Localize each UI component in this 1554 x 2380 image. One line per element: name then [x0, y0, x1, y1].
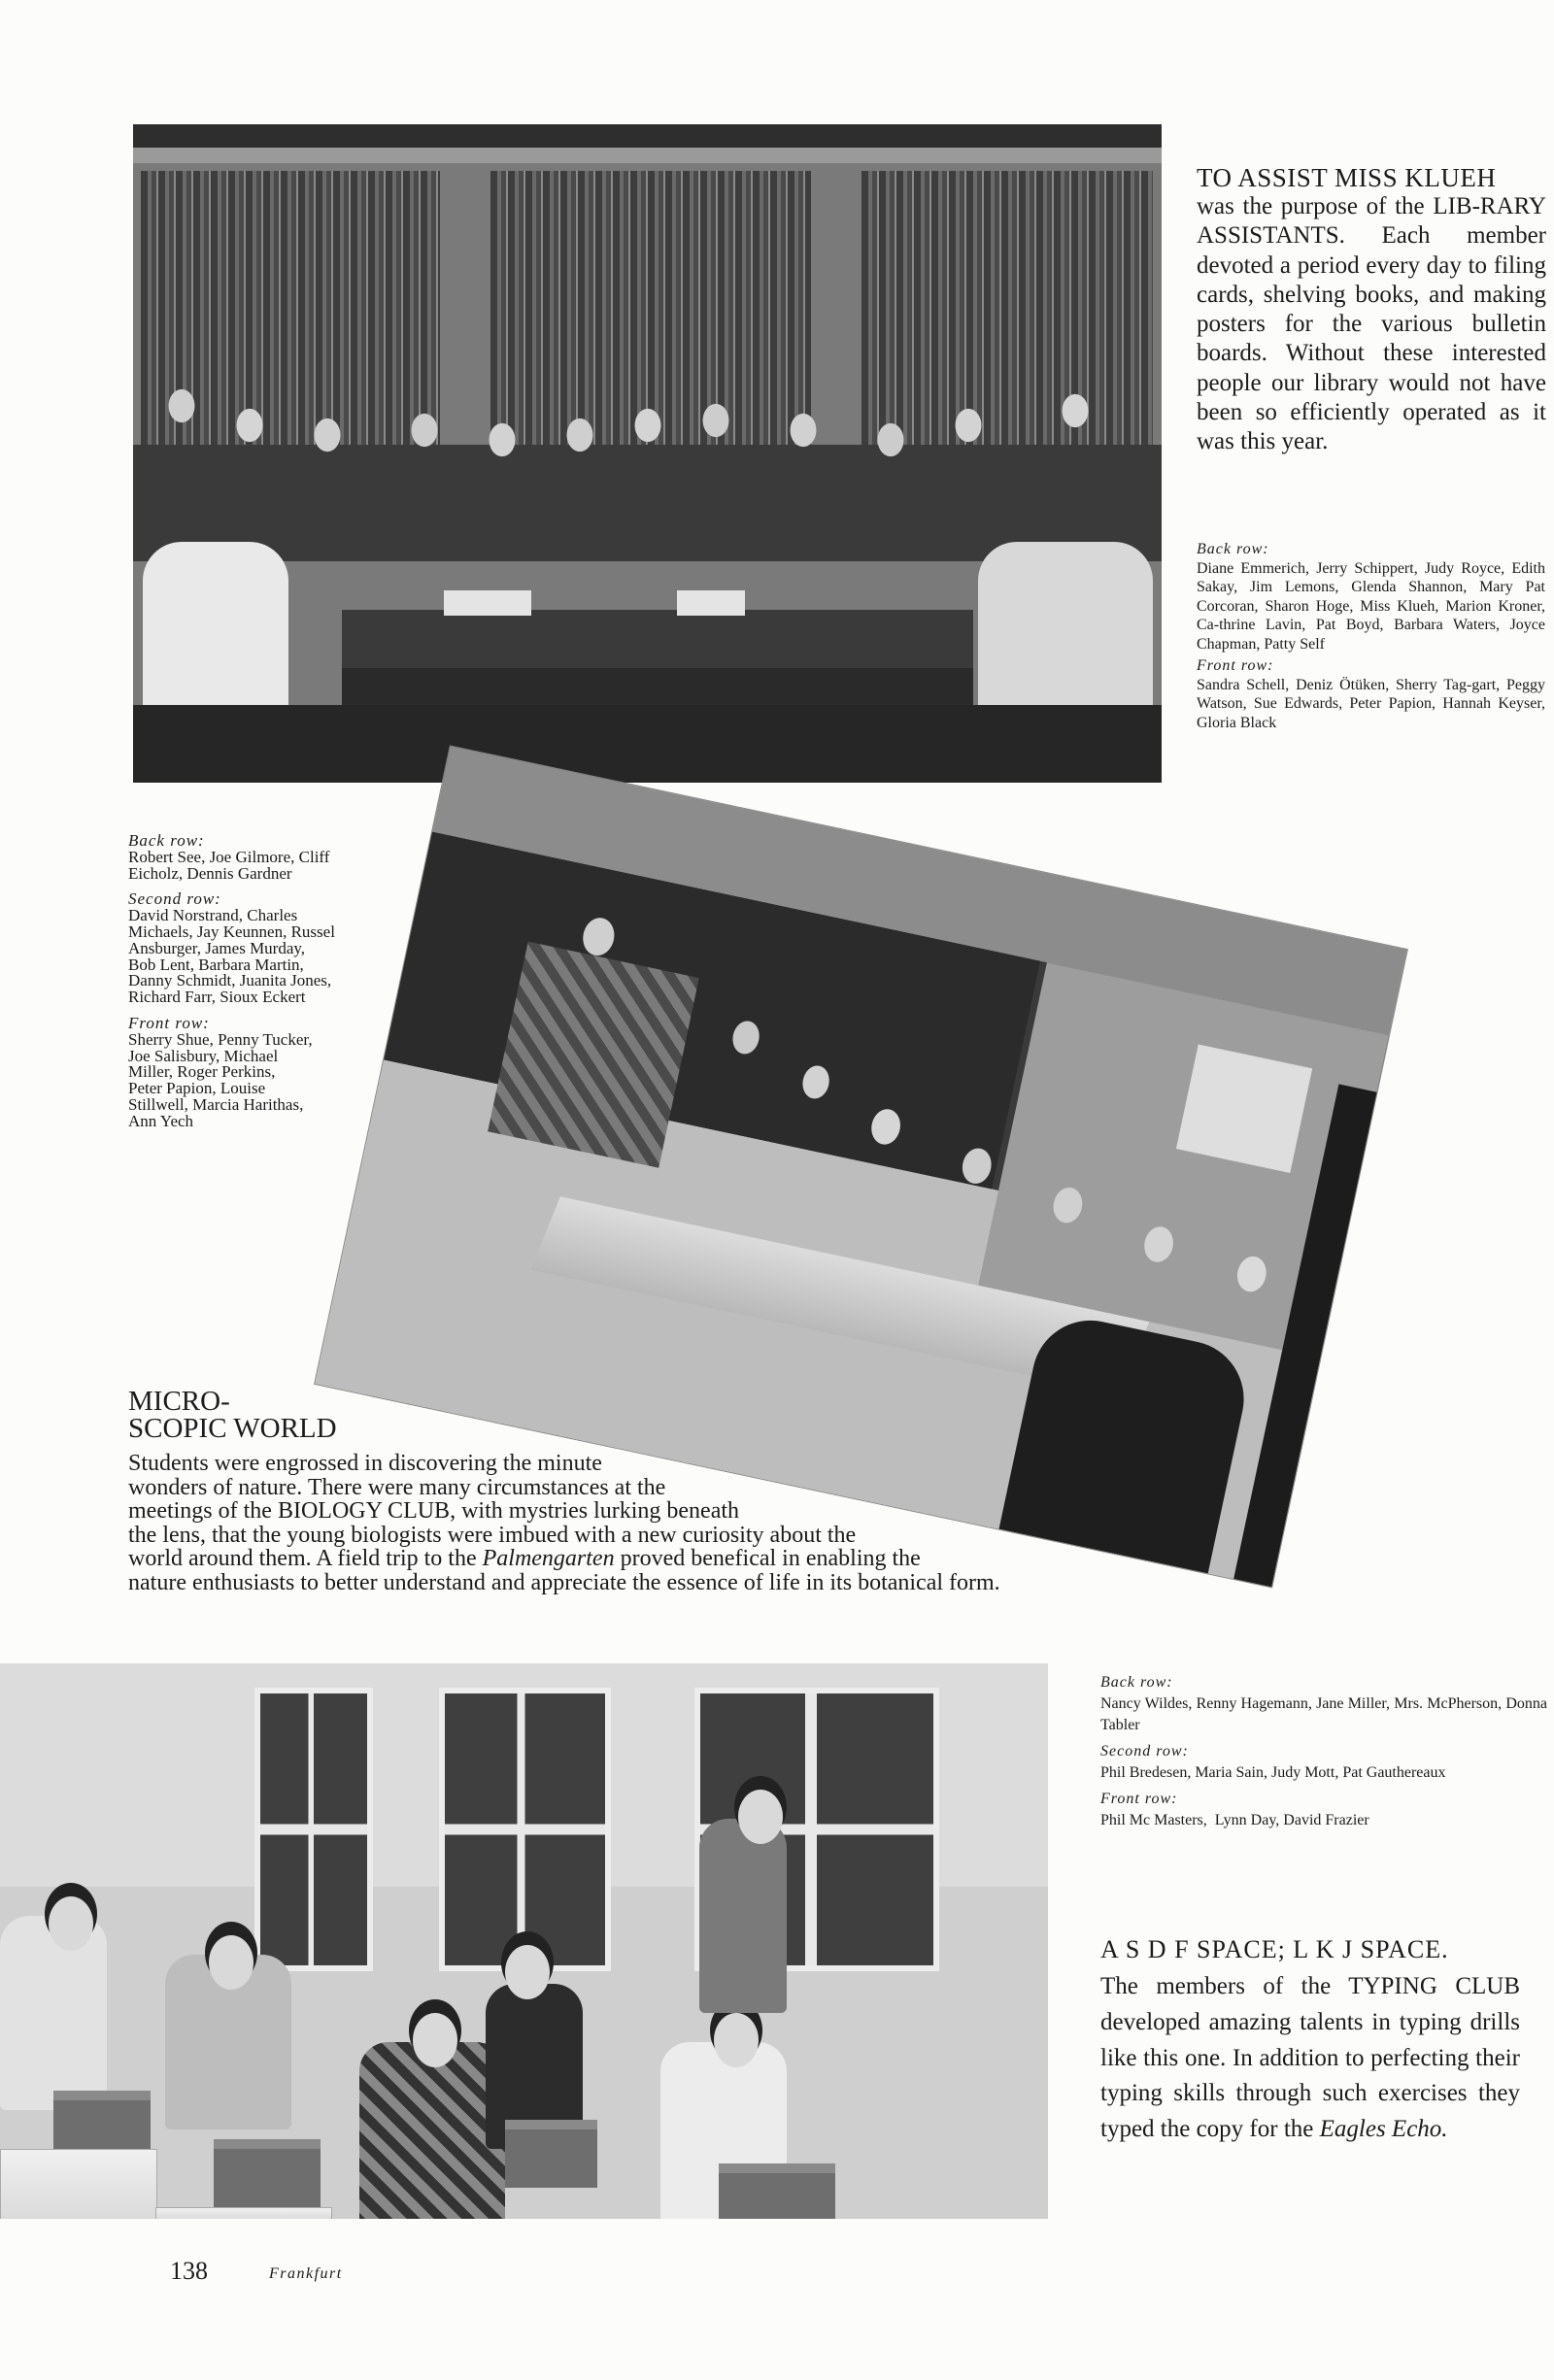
caption-line: Sherry Shue, Penny Tucker,	[128, 1029, 313, 1049]
biology-body	[128, 1452, 1000, 1595]
body-line: wonders of nature. There were many circumstances at the	[128, 1474, 666, 1500]
student-face	[714, 2013, 759, 2067]
body-text: The members of the TYPING CLUB developed amazing talents in typing drills like this one. In addition to perfecting their typing skills through such exercises they typed the copy for the	[1100, 1973, 1520, 2143]
newspaper-title: Eagles Echo.	[1319, 2116, 1448, 2143]
caption-line: Peter Papion, Louise	[128, 1079, 266, 1098]
caption-line: Michaels, Jay Keunnen, Russel	[128, 922, 335, 941]
teacher	[699, 1819, 787, 2013]
caption-label: Back row:	[1100, 1674, 1173, 1691]
caption-names: Diane Emmerich, Jerry Schippert, Judy Royce, Edith Sakay, Jim Lemons, Glenda Shannon, Mary Pat Corcoran, Sharon Hoge, Miss Klueh, Marion Kroner, Ca-thrine Lavin, Pat Boyd, Barbara Waters, Joyce Chapman, Patty Self	[1197, 559, 1545, 653]
desk	[0, 2149, 157, 2219]
caption-label: Back row:	[1197, 541, 1269, 557]
library-caption	[1197, 540, 1545, 732]
caption-group-second-row	[1100, 1741, 1547, 1784]
books	[677, 590, 745, 616]
caption-line: Stillwell, Marcia Harithas,	[128, 1094, 304, 1114]
student-face	[209, 1935, 253, 1990]
typewriter	[719, 2163, 835, 2219]
heading-line: SCOPIC WORLD	[128, 1413, 337, 1444]
caption-label: Front row:	[128, 1013, 210, 1032]
caption-group-second-row	[128, 891, 390, 1006]
page-number: 138	[170, 2257, 208, 2285]
floor	[133, 705, 1162, 783]
body-line: meetings of the BIOLOGY CLUB, with mystries lurking beneath	[128, 1498, 740, 1525]
caption-names: Phil Bredesen, Maria Sain, Judy Mott, Pat Gauthereaux	[1100, 1764, 1446, 1781]
caption-line: Robert See, Joe Gilmore, Cliff	[128, 847, 330, 866]
caption-group-front-row	[1197, 656, 1545, 732]
caption-line: Bob Lent, Barbara Martin,	[128, 955, 304, 974]
caption-line: Eicholz, Dennis Gardner	[128, 863, 292, 883]
body-text: world around them. A field trip to the	[128, 1546, 483, 1572]
biology-caption	[128, 833, 390, 1130]
caption-label: Second row:	[128, 889, 221, 909]
student	[0, 1916, 107, 2110]
teacher-face	[738, 1790, 783, 1844]
caption-line: Richard Farr, Sioux Eckert	[128, 988, 306, 1007]
library-heading: TO ASSIST MISS KLUEH	[1197, 163, 1497, 192]
caption-line: Ansburger, James Murday,	[128, 938, 306, 957]
caption-group-front-row	[1100, 1789, 1547, 1831]
caption-line: Ann Yech	[128, 1111, 194, 1130]
caption-line: Joe Salisbury, Michael	[128, 1046, 279, 1065]
student-face	[505, 1945, 550, 1999]
caption-group-back-row	[1100, 1672, 1547, 1736]
body-text: proved benefical in enabling the	[614, 1546, 921, 1572]
caption-label: Front row:	[1197, 657, 1274, 674]
seated-student	[978, 542, 1153, 726]
student-face	[413, 2013, 457, 2067]
caption-line: Miller, Roger Perkins,	[128, 1062, 276, 1082]
typewriter	[214, 2139, 321, 2207]
caption-names: Sandra Schell, Deniz Ötüken, Sherry Tag-gart, Peggy Watson, Sue Edwards, Peter Papion, Hannah Keyser, Gloria Black	[1197, 676, 1545, 731]
seated-student	[143, 542, 288, 726]
section-name: Frankfurt	[269, 2265, 343, 2282]
heading-line: MICRO-	[128, 1386, 230, 1417]
body-line	[128, 1547, 1000, 1571]
caption-label: Front row:	[1100, 1791, 1178, 1807]
library-table	[342, 610, 973, 670]
standing-students	[133, 367, 1162, 561]
typing-club-photo	[0, 1663, 1048, 2219]
library-body: was the purpose of the LIB-RARY ASSISTANTS. Each member devoted a period every day to filing cards, shelving books, and making posters for the various bulletin boards. Without these interested people our library would not have been so efficiently operated as it was this year.	[1197, 193, 1546, 455]
caption-group-back-row	[1197, 540, 1545, 654]
window	[439, 1688, 611, 1971]
typing-body	[1100, 1969, 1520, 2148]
books	[444, 590, 531, 616]
caption-names: Phil Mc Masters, Lynn Day, David Frazier	[1100, 1812, 1369, 1828]
typing-heading: A S D F SPACE; L K J SPACE.	[1100, 1935, 1449, 1963]
caption-line: Danny Schmidt, Juanita Jones,	[128, 971, 332, 990]
biology-heading	[128, 1388, 337, 1442]
student-face	[49, 1896, 93, 1951]
library-assistants-photo	[133, 124, 1162, 783]
typewriter	[505, 2120, 597, 2188]
caption-label: Back row:	[128, 831, 205, 850]
desk	[155, 2207, 332, 2219]
caption-line: David Norstrand, Charles	[128, 906, 298, 925]
student	[359, 2042, 505, 2219]
caption-group-front-row	[128, 1013, 390, 1130]
caption-group-back-row	[128, 833, 390, 882]
window	[254, 1688, 373, 1971]
body-line: the lens, that the young biologists were imbued with a new curiosity about the	[128, 1522, 857, 1548]
typing-caption	[1100, 1672, 1547, 1831]
body-line: nature enthusiasts to better understand and appreciate the essence of life in its botanical form.	[128, 1569, 1000, 1595]
caption-names: Nancy Wildes, Renny Hagemann, Jane Miller, Mrs. McPherson, Donna Tabler	[1100, 1695, 1547, 1733]
body-line: Students were engrossed in discovering the minute	[128, 1451, 602, 1476]
place-name: Palmengarten	[482, 1546, 615, 1572]
caption-label: Second row:	[1100, 1743, 1189, 1760]
